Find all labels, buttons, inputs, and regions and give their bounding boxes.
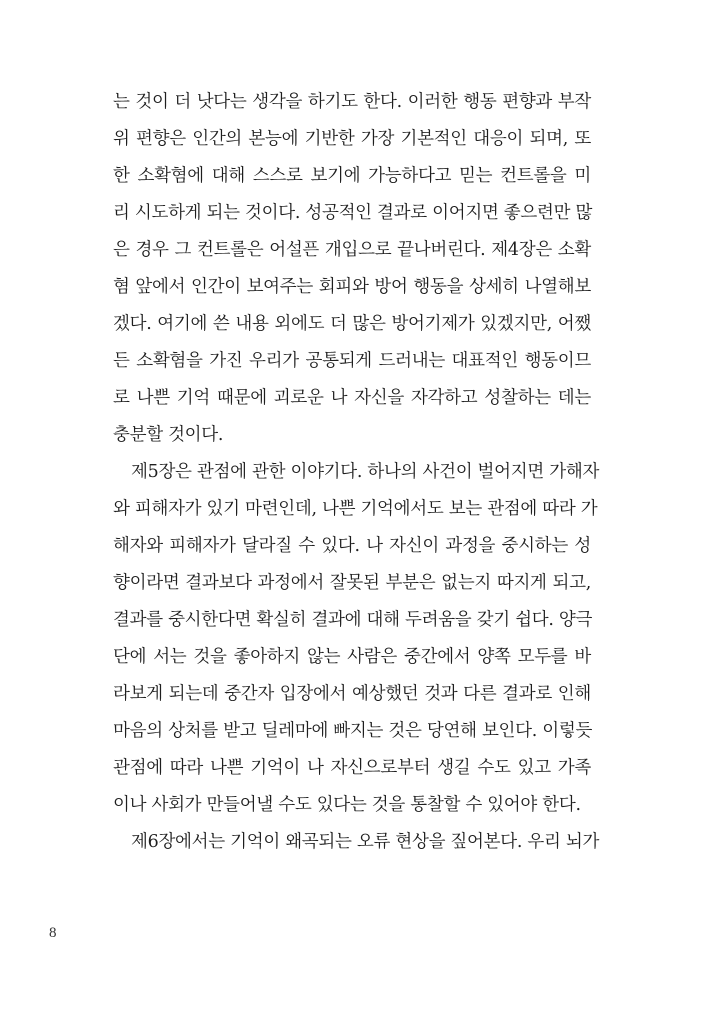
paragraph-start-line: 제6장에서는 기억이 왜곡되는 오류 현상을 짚어본다. 우리 뇌가 — [131, 832, 600, 852]
text-line: 로 나쁜 기억 때문에 괴로운 나 자신을 자각하고 성찰하는 데는 — [113, 388, 591, 408]
text-line: 해자와 피해자가 달라질 수 있다. 나 자신이 과정을 중시하는 성 — [113, 536, 591, 556]
text-line: 는 것이 더 낫다는 생각을 하기도 한다. 이러한 행동 편향과 부작 — [113, 92, 591, 112]
paragraph-end-line: 충분할 것이다. — [113, 425, 224, 445]
text-line: 한 소확혐에 대해 스스로 보기에 가능하다고 믿는 컨트롤을 미 — [113, 166, 591, 186]
text-line: 위 편향은 인간의 본능에 기반한 가장 기본적인 대응이 되며, 또 — [113, 129, 591, 149]
text-line: 겠다. 여기에 쓴 내용 외에도 더 많은 방어기제가 있겠지만, 어쨌 — [113, 314, 591, 334]
text-line: 라보게 되는데 중간자 입장에서 예상했던 것과 다른 결과로 인해 — [113, 684, 591, 704]
text-line: 와 피해자가 있기 마련인데, 나쁜 기억에서도 보는 관점에 따라 가 — [113, 499, 598, 519]
text-line: 마음의 상처를 받고 딜레마에 빠지는 것은 당연해 보인다. 이렇듯 — [113, 721, 593, 741]
text-line: 관점에 따라 나쁜 기억이 나 자신으로부터 생길 수도 있고 가족 — [113, 758, 591, 778]
page-number: 8 — [49, 925, 57, 941]
text-line: 향이라면 결과보다 과정에서 잘못된 부분은 없는지 따지게 되고, — [113, 573, 591, 593]
text-line: 단에 서는 것을 좋아하지 않는 사람은 중간에서 양쪽 모두를 바 — [113, 647, 591, 667]
text-line: 든 소확혐을 가진 우리가 공통되게 드러내는 대표적인 행동이므 — [113, 351, 591, 371]
body-text — [113, 84, 600, 861]
text-line: 리 시도하게 되는 것이다. 성공적인 결과로 이어지면 좋으련만 많 — [113, 203, 593, 223]
paragraph-start-line: 제5장은 관점에 관한 이야기다. 하나의 사건이 벌어지면 가해자 — [131, 462, 600, 482]
text-line: 혐 앞에서 인간이 보여주는 회피와 방어 행동을 상세히 나열해보 — [113, 277, 591, 297]
paragraph-end-line: 이나 사회가 만들어낼 수도 있다는 것을 통찰할 수 있어야 한다. — [113, 795, 581, 815]
text-line: 은 경우 그 컨트롤은 어설픈 개입으로 끝나버린다. 제4장은 소확 — [113, 240, 591, 260]
text-line: 결과를 중시한다면 확실히 결과에 대해 두려움을 갖기 쉽다. 양극 — [113, 610, 593, 630]
